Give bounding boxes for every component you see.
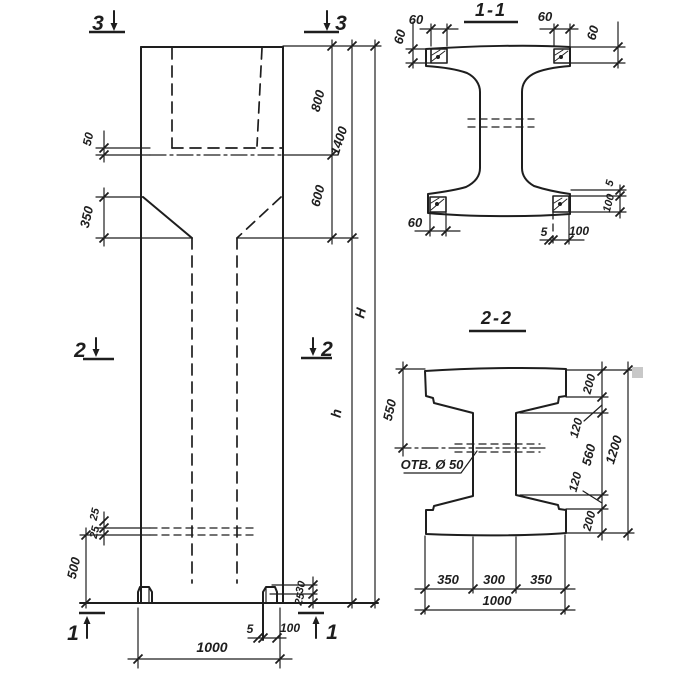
dim-label-60-tl: 60 [408,12,424,27]
section-2-2 [380,308,634,615]
embed-plates [430,49,570,212]
selection-handle-artifact [632,367,643,378]
dim-label-800: 800 [307,88,328,114]
dim-label-5-foot: 5 [246,622,254,636]
dim-label-1000-section: 1000 [482,593,512,608]
dim-label-25-upper: 25 [87,507,103,522]
dim-label-60-left: 60 [390,27,409,46]
column-feet [138,587,277,603]
arrow-down-icon [324,23,331,31]
section-mark-3-right [304,11,347,35]
arrow-down-icon [111,23,118,31]
section-mark-3-left [89,11,125,35]
section-1-1-outline [426,46,570,216]
dim-label-25-lower: 25 [87,525,103,540]
dim-label-350-left: 350 [437,572,459,587]
section-2-2-left-dims [380,362,425,456]
dim-label-120-top: 120 [566,416,586,440]
section-2-2-bottom-dims [415,535,575,615]
elevation-bottom-dims [128,603,300,668]
dim-label-25-foot: 25 [292,591,308,607]
arrow-down-icon [310,348,317,356]
section-1-1-title: 1-1 [474,0,508,20]
dim-label-100-r: 100 [600,192,618,214]
dim-label-h: h [327,407,345,419]
mark-2-right-label: 2 [321,338,333,361]
dim-label-H: H [351,306,369,320]
mark-3-left-label: 3 [92,12,104,35]
section-2-2-title: 2-2 [480,308,514,328]
arrow-down-icon [93,349,100,357]
dim-label-600: 600 [307,183,328,209]
dim-label-60-tr: 60 [537,9,553,24]
dim-label-120-bottom: 120 [565,470,585,494]
dim-label-5-b: 5 [540,225,548,239]
dim-label-550: 550 [379,397,400,423]
section-mark-2-right [301,338,333,361]
mark-1-left-label: 1 [67,622,79,645]
mark-2-left-label: 2 [74,339,86,362]
dim-label-300: 300 [483,572,505,587]
dim-label-350-right: 350 [530,572,552,587]
dim-label-1200: 1200 [602,433,626,466]
dim-label-1400: 1400 [327,124,351,157]
dim-label-60-right: 60 [583,23,602,42]
mark-3-right-label: 3 [335,12,347,35]
dim-label-1000: 1000 [196,639,228,655]
section-mark-1-right [298,613,338,644]
section-1-1 [391,0,626,245]
dim-label-350: 350 [76,204,97,230]
dim-label-560: 560 [578,442,599,468]
dim-label-60-bl: 60 [407,215,423,230]
elevation-right-dims [308,40,380,608]
dim-label-5-r: 5 [603,178,617,188]
dim-label-200-bottom: 200 [579,509,599,533]
elevation-view [64,11,381,668]
dim-label-500: 500 [63,555,84,581]
dim-label-100-foot: 100 [279,621,301,635]
dim-label-100-b: 100 [568,224,590,238]
dim-label-200-top: 200 [579,372,599,396]
section-mark-1-left [67,613,105,645]
dim-label-30: 30 [293,579,309,595]
section-mark-2-left [73,338,114,362]
arrow-up-icon [84,616,91,624]
dim-label-50: 50 [79,131,97,148]
mark-1-right-label: 1 [326,621,338,644]
hole-callout [401,451,477,473]
arrow-up-icon [313,616,320,624]
elevation-left-dims [64,131,109,608]
hole-label: ОТВ. Ø 50 [400,457,464,472]
section-2-2-right-dims [520,362,634,540]
